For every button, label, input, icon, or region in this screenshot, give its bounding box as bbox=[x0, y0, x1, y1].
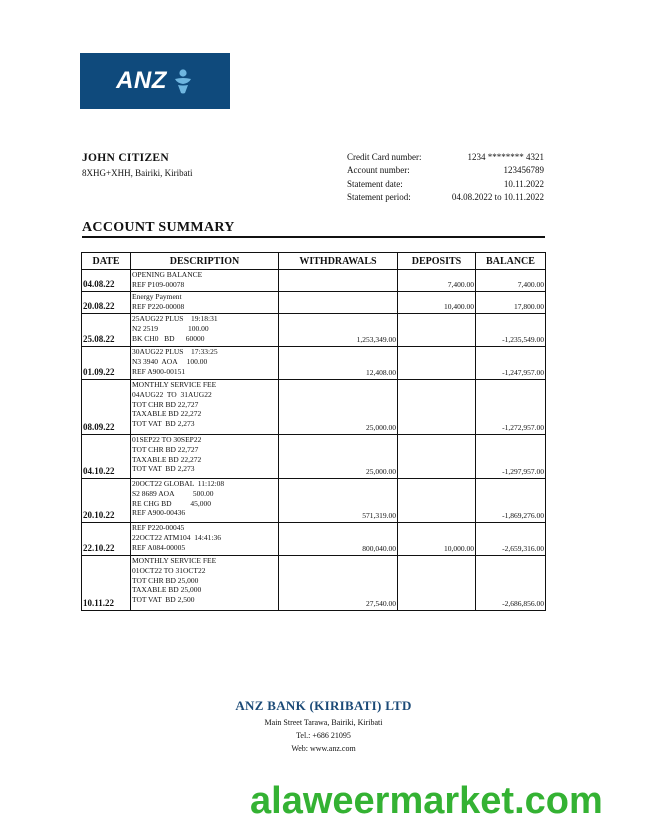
row-withdrawal bbox=[279, 270, 398, 292]
description-line: S2 8689 AOA 500.00 bbox=[132, 488, 214, 498]
detail-label: Account number: bbox=[347, 165, 410, 176]
header-deposits: DEPOSITS bbox=[398, 253, 476, 270]
description-line: TAXABLE BD 22,272 bbox=[132, 454, 202, 464]
row-description bbox=[131, 314, 279, 347]
row-description bbox=[131, 292, 279, 314]
detail-label: Statement period: bbox=[347, 191, 411, 202]
row-date: 08.09.22 bbox=[82, 380, 131, 435]
footer-bank-name: ANZ BANK (KIRIBATI) LTD bbox=[235, 698, 412, 713]
description-line: N2 2519 100.00 bbox=[132, 323, 209, 333]
anz-logo bbox=[80, 53, 230, 109]
description-line: TOT CHR BD 22,727 bbox=[132, 399, 199, 409]
description-line: REF P220-00008 bbox=[132, 301, 185, 311]
row-description bbox=[131, 270, 279, 292]
detail-value: 10.11.2022 bbox=[503, 178, 544, 189]
row-balance: -1,869,276.00 bbox=[476, 479, 546, 523]
header-date: DATE bbox=[82, 253, 131, 270]
detail-row bbox=[347, 179, 544, 192]
row-date: 01.09.22 bbox=[82, 347, 131, 380]
row-deposit bbox=[398, 314, 476, 347]
row-date: 10.11.22 bbox=[82, 556, 131, 611]
description-line: BK CH0 BD 60000 bbox=[132, 333, 205, 343]
row-date: 20.08.22 bbox=[82, 292, 131, 314]
description-line: MONTHLY SERVICE FEE bbox=[132, 556, 217, 565]
row-balance: -2,659,316.00 bbox=[476, 523, 546, 556]
row-description bbox=[131, 523, 279, 556]
table-row bbox=[82, 435, 546, 479]
summary-title: ACCOUNT SUMMARY bbox=[82, 220, 235, 235]
description-line: 04AUG22 TO 31AUG22 bbox=[132, 389, 212, 399]
customer-block bbox=[82, 152, 193, 178]
description-line: TOT CHR BD 22,727 bbox=[132, 444, 199, 454]
description-line: TAXABLE BD 22,272 bbox=[132, 409, 202, 419]
row-withdrawal bbox=[279, 292, 398, 314]
row-balance: -1,297,957.00 bbox=[476, 435, 546, 479]
row-description bbox=[131, 380, 279, 435]
row-balance: 17,800.00 bbox=[476, 292, 546, 314]
description-line: REF A900-00436 bbox=[132, 508, 186, 518]
table-body bbox=[82, 270, 546, 611]
header-description: DESCRIPTION bbox=[131, 253, 279, 270]
row-description bbox=[131, 435, 279, 479]
row-date: 04.10.22 bbox=[82, 435, 131, 479]
description-line: 30AUG22 PLUS 17:33:25 bbox=[132, 347, 218, 356]
row-withdrawal: 1,253,349.00 bbox=[279, 314, 398, 347]
description-line: TOT VAT BD 2,273 bbox=[132, 464, 195, 474]
row-deposit bbox=[398, 380, 476, 435]
row-date: 20.10.22 bbox=[82, 479, 131, 523]
row-description bbox=[131, 347, 279, 380]
description-line: OPENING BALANCE bbox=[132, 270, 203, 279]
row-balance: -1,247,957.00 bbox=[476, 347, 546, 380]
row-description bbox=[131, 556, 279, 611]
description-line: RE CHG BD 45,000 bbox=[132, 498, 211, 508]
row-date: 25.08.22 bbox=[82, 314, 131, 347]
account-details bbox=[347, 152, 544, 205]
description-line: TAXABLE BD 25,000 bbox=[132, 585, 202, 595]
table-row bbox=[82, 523, 546, 556]
watermark: alaweermarket.com bbox=[250, 780, 603, 822]
row-deposit bbox=[398, 479, 476, 523]
footer-address: Main Street Tarawa, Bairiki, Kiribati bbox=[264, 718, 383, 727]
row-date: 22.10.22 bbox=[82, 523, 131, 556]
description-line: TOT VAT BD 2,273 bbox=[132, 419, 195, 429]
summary-divider bbox=[82, 236, 545, 238]
row-balance: -1,235,549.00 bbox=[476, 314, 546, 347]
description-line: REF P109-00078 bbox=[132, 279, 185, 289]
table-row bbox=[82, 292, 546, 314]
row-balance: -1,272,957.00 bbox=[476, 380, 546, 435]
row-deposit bbox=[398, 435, 476, 479]
table-row bbox=[82, 270, 546, 292]
row-withdrawal: 25,000.00 bbox=[279, 435, 398, 479]
row-date: 04.08.22 bbox=[82, 270, 131, 292]
detail-row bbox=[347, 165, 544, 178]
footer bbox=[0, 698, 647, 753]
header-balance: BALANCE bbox=[476, 253, 546, 270]
table-row bbox=[82, 556, 546, 611]
transactions-table bbox=[81, 252, 546, 611]
logo-text: ANZ bbox=[116, 67, 167, 94]
customer-address: 8XHG+XHH, Bairiki, Kiribati bbox=[82, 168, 193, 178]
description-line: MONTHLY SERVICE FEE bbox=[132, 380, 217, 389]
row-withdrawal: 571,319.00 bbox=[279, 479, 398, 523]
detail-value: 04.08.2022 to 10.11.2022 bbox=[451, 191, 544, 202]
row-balance: -2,686,856.00 bbox=[476, 556, 546, 611]
detail-label: Statement date: bbox=[347, 178, 403, 189]
anz-person-icon bbox=[172, 68, 194, 94]
table-header-row bbox=[82, 253, 546, 270]
row-deposit bbox=[398, 556, 476, 611]
row-description bbox=[131, 479, 279, 523]
description-line: 25AUG22 PLUS 19:18:31 bbox=[132, 314, 218, 323]
description-line: REF A084-00005 bbox=[132, 542, 186, 552]
detail-row bbox=[347, 192, 544, 205]
row-withdrawal: 800,040.00 bbox=[279, 523, 398, 556]
row-withdrawal: 12,408.00 bbox=[279, 347, 398, 380]
description-line: N3 3940 AOA 100.00 bbox=[132, 356, 208, 366]
description-line: REF A900-00151 bbox=[132, 366, 186, 376]
detail-label: Credit Card number: bbox=[347, 152, 422, 162]
row-deposit: 10,400.00 bbox=[398, 292, 476, 314]
table-row bbox=[82, 347, 546, 380]
customer-name: JOHN CITIZEN bbox=[82, 152, 169, 164]
row-deposit bbox=[398, 347, 476, 380]
description-line: 22OCT22 ATM104 14:41:36 bbox=[132, 532, 221, 542]
description-line: TOT CHR BD 25,000 bbox=[132, 575, 199, 585]
description-line: 20OCT22 GLOBAL 11:12:08 bbox=[132, 479, 225, 488]
detail-row bbox=[347, 152, 544, 165]
table-row bbox=[82, 479, 546, 523]
row-withdrawal: 27,540.00 bbox=[279, 556, 398, 611]
description-line: Energy Payment bbox=[132, 292, 182, 301]
table-row bbox=[82, 314, 546, 347]
detail-value: 1234 ******** 4321 bbox=[467, 152, 544, 162]
description-line: 01SEP22 TO 30SEP22 bbox=[132, 435, 202, 444]
table-row bbox=[82, 380, 546, 435]
footer-web: Web: www.anz.com bbox=[291, 744, 356, 753]
row-balance: 7,400.00 bbox=[476, 270, 546, 292]
detail-value: 123456789 bbox=[503, 165, 544, 176]
description-line: REF P220-00045 bbox=[132, 523, 185, 532]
row-deposit: 7,400.00 bbox=[398, 270, 476, 292]
header-withdrawals: WITHDRAWALS bbox=[279, 253, 398, 270]
description-line: 01OCT22 TO 31OCT22 bbox=[132, 565, 206, 575]
footer-tel: Tel.: +686 21095 bbox=[296, 731, 351, 740]
description-line: TOT VAT BD 2,500 bbox=[132, 595, 195, 605]
row-withdrawal: 25,000.00 bbox=[279, 380, 398, 435]
row-deposit: 10,000.00 bbox=[398, 523, 476, 556]
